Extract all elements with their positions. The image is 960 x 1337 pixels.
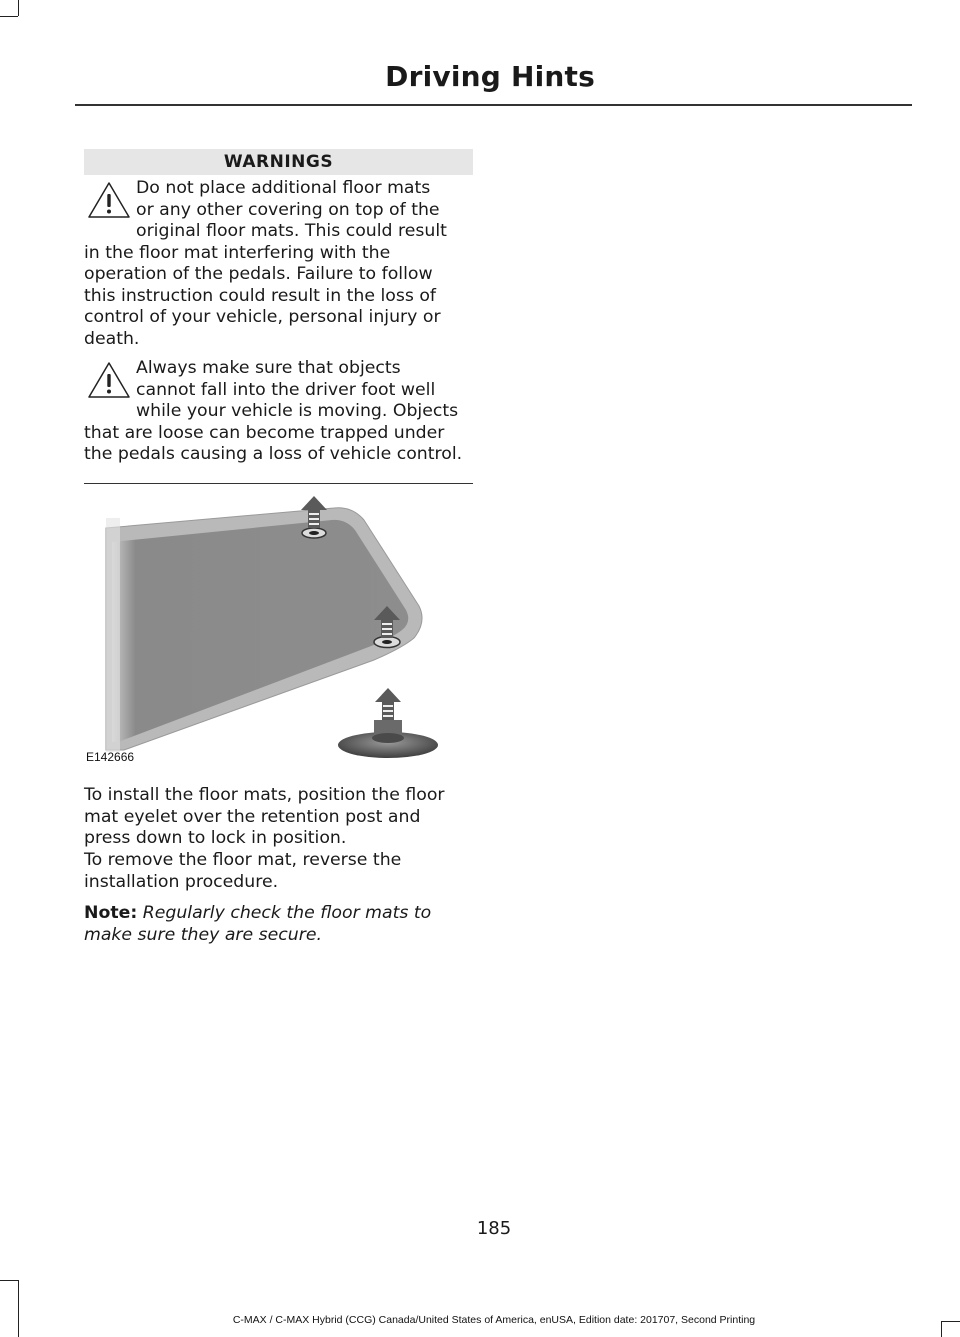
text-line: or any other covering on top of the [136,199,440,220]
install-instructions [84,785,476,850]
text-line: To remove the floor mat, reverse the [84,850,402,870]
note-line [84,903,476,925]
figure-code: E142666 [86,750,135,764]
text-line: original floor mats. This could result [136,221,447,241]
floor-mat-illustration [84,488,476,768]
remove-instructions [84,850,476,893]
crop-mark [0,16,18,17]
note [84,903,476,946]
header-rule [75,104,912,106]
text-line: that are loose can become trapped under [84,422,445,443]
note-text: Regularly check the floor mats to [142,903,432,923]
text-line: press down to lock in position. [84,828,347,848]
crop-mark [18,0,19,16]
text-line: while your vehicle is moving. Objects [136,401,459,421]
text-line: Always make sure that objects [136,358,401,378]
page-header-title: Driving Hints [385,60,595,93]
text-line: operation of the pedals. Failure to follow [84,264,433,284]
footer-edition: C-MAX / C-MAX Hybrid (CCG) Canada/United States of America, enUSA, Edition date: 201707, Second Printing [232,1314,756,1326]
text-line: Do not place additional floor mats [136,178,431,198]
text-line: death. [84,328,140,349]
section-rule [84,483,473,484]
text-line: mat eyelet over the retention post and [84,806,421,827]
note-label: Note: [84,903,138,923]
text-line: cannot fall into the driver foot well [136,379,436,400]
page-number: 185 [476,1218,512,1239]
warning-2-text [84,358,476,466]
warning-1-text [84,178,476,350]
crop-mark [0,1280,18,1281]
text-line: in the floor mat interfering with the [84,242,391,263]
text-line: installation procedure. [84,871,279,892]
note-text: make sure they are secure. [84,924,322,945]
text-line: the pedals causing a loss of vehicle control. [84,444,463,464]
crop-mark [18,1280,19,1337]
text-line: this instruction could result in the loss of [84,285,437,306]
text-line: control of your vehicle, personal injury or [84,307,441,327]
text-line: To install the floor mats, position the floor [84,785,445,805]
warnings-heading: WARNINGS [84,149,473,175]
